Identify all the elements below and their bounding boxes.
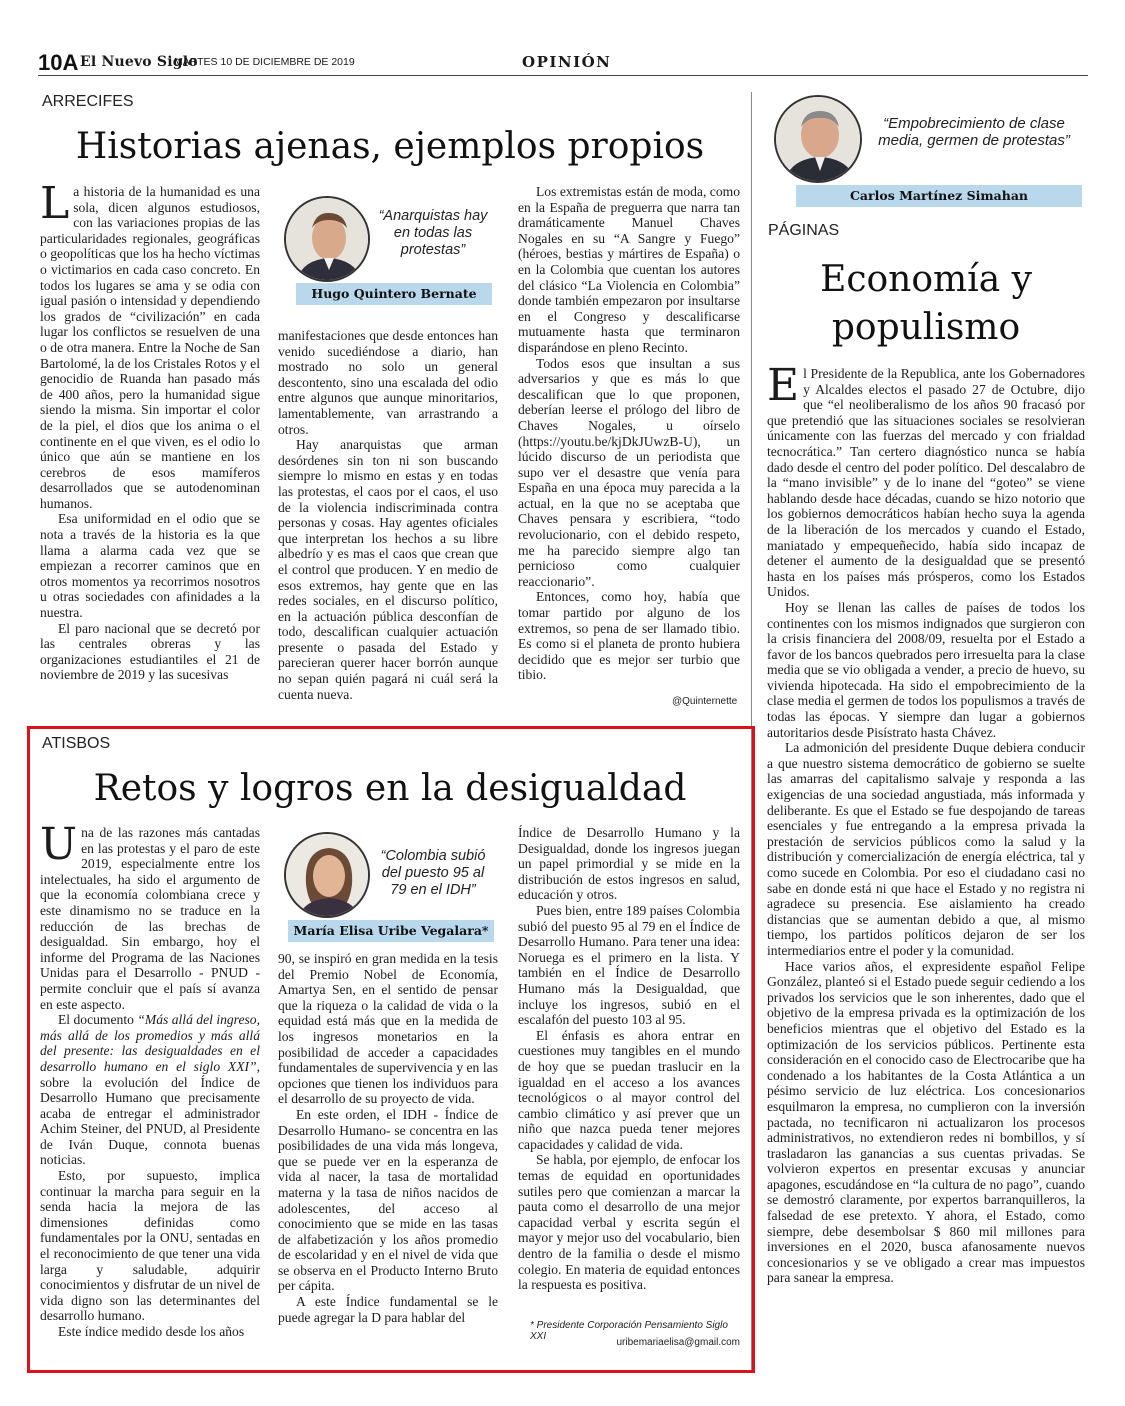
article3-headline: Economía y populismo — [820, 259, 1032, 348]
paragraph: Se habla, por ejemplo, de enfocar los temas de equidad en oportunidades sutiles pero que comienzan a marcar la pauta como el desarrollo de una mejor capacidad verbal y escrita según el mayor y mejor uso del vocabulario, bien dentro de la familia o desde el mismo colegio. En materia de equidad entonces la respuesta es positiva. — [518, 1152, 740, 1293]
article3-body — [767, 366, 1085, 1352]
pull-quote-text: “Anarquistas hay en todas las protestas” — [378, 208, 488, 258]
paragraph: na de las razones más cantadas en las protestas y el paro de este 2019, especialmente entre los intelectuales, ha sido el argumento de que la economía colombiana crece y este dinamismo no se traduce en la reducción de las brechas de desigualdad. Sin embargo, hoy el informe del Programa de las Naciones Unidas para el Desarrollo - PNUD - permite concluir que el país sí avanza en este aspecto. — [40, 825, 260, 1012]
portrait-image — [286, 198, 370, 282]
issue-date: MARTES 10 DE DICIEMBRE DE 2019 — [174, 56, 355, 68]
paragraph: Hace varios años, el expresidente español Felipe González, planteó si el Estado puede seguir cediendo a los privados los servicios que le son inherentes, dado que el objetivo de la empresa privada es la optimización de los beneficios mientras que el objetivo del Estado es la optimización de los servicios públicos. Pertinente esta consideración en el conocido caso de Electrocaribe que ha condenado a los habitantes de la Costa Atlántica a un pésimo servicio de luz eléctrica. Los concesionarios esquilmaron la empresa, no cumplieron con la inversión pactada, no tecnificaron ni actualizaron los procesos administrativos, no extendieron redes ni bombillos, y sí trasladaron las ganancias a sus cuentas privadas. Se volvieron expertos en presentar excusas y anunciar apagones, escudándose en “la cultura de no pago”, cuando se demostró claramente, por expertos barranquilleros, la falsedad de ese pretexto. Y ahora, el Estado, como siempre, debe desembolsar $ 860 mil millones para inversiones en el 2020, busca afanosamente nuevos concesionarios y se ve obligado a crear mas impuestos para sanear la empresa. — [767, 958, 1085, 1286]
paragraph: En este orden, el IDH - Índice de Desarrollo Humano- se concentra en las posibilidades de una vida más longeva, que se puede ver en la esperanza de vida al nacer, la tasa de mortalidad materna y la tasa de niños nacidos de adolescentes, del acceso al conocimiento que se mide en las tasas de alfabetización y los años promedio de escolaridad y en el nivel de vida que se observa en el Producto Interno Bruto per cápita. — [278, 1106, 498, 1294]
portrait-image — [286, 834, 370, 918]
masthead: El Nuevo Siglo — [80, 54, 198, 70]
article1-kicker: ARRECIFES — [42, 93, 134, 110]
paragraph: Los extremistas están de moda, como en la España de preguerra que narra tan dramáticamente Manuel Chaves Nogales en su “A Sangre y Fuego” (héroes, bestias y mártires de España) o en la Colombia que cuentan los autores del clásico “La Violencia en Colombia” donde también empezaron por insultarse en el Congreso y descalificarse mutuamente hasta que terminaron disparándose en pleno Recinto. — [518, 184, 740, 355]
text: El documento — [58, 1012, 138, 1028]
article2-column-3 — [518, 825, 740, 1319]
article2-pull-quote — [278, 826, 496, 944]
page-number: 10A — [38, 50, 79, 75]
dropcap: U — [40, 825, 78, 870]
article2-headline: Retos y logros en la desigualdad — [93, 768, 687, 809]
paragraph: La admonición del presidente Duque debiera conducir a que nuestro sistema democrático de gobierno se suelte las amarras del capitalismo salvaje y responda a las exigencias de una sociedad angustiada, más informada y deliberante. Es que el Estado se fue despojando de tareas esenciales y fue entregando a la empresa privada la prestación de servicios públicos como la salud y la distribución y comercialización de energía eléctrica, tal y como sucede en Colombia. Por eso el ciudadano casi no sabe en donde está ni que hace el Estado y no registra ni agradece su presencia. Ese aislamiento ha creado distancias que se aumentan debido a que, al mismo tiempo, los partidos políticos dejaron de ser los intermediarios entre el poder y la comunidad. — [767, 740, 1085, 958]
author-name: María Elisa Uribe Vegalara* — [288, 920, 494, 942]
paragraph: Entonces, como hoy, había que tomar partido por alguno de los extremos, so pena de ser llamado tibio. Es como si el planeta de pronto hubiera decidido que es mejor ser turbio que tibio. — [518, 589, 740, 683]
page-header — [38, 50, 1088, 76]
article1-column-2 — [278, 328, 498, 712]
report-title: “Más allá del ingreso, más allá de los promedios y más allá del presente: las desigualdades en el desarrollo humano en el siglo XXI” — [40, 1012, 260, 1074]
author-portrait — [284, 196, 370, 282]
portrait-image — [776, 97, 862, 183]
pull-quote-text: “Empobrecimiento de clase media, germen de protestas” — [878, 115, 1070, 149]
paragraph: Hoy se llenan las calles de países de todos los continentes con los mismos indignados que surgieron con la crisis financiera del 2008/09, resuelta por el Estado a favor de los bancos quebrados pero irresuelta para la clase media que se vio obligada a vender, a precio de huevo, su vivienda hipotecada. Ha sido el empobrecimiento de la clase media el germen de todos los populismos a través de todas las épocas. Y siempre dan lugar a gobiernos autoritarios desde Pisístrato hasta Chávez. — [767, 599, 1085, 740]
paragraph: a historia de la humanidad es una sola, dicen algunos estudiosos, con las variaciones propias de las particularidades regionales, geográficas o geopolíticas que los ha hecho víctimas o victimarios en cada caso concreto. En todos los lugares se ama y se odia con igual pasión o intensidad y dependiendo los grados de “civilización” en cada lugar los conflictos se resuelven de una o de otra manera. Entre la Noche de San Bartolomé, la de los Cristales Rotos y el genocidio de Ruanda han pasado más de 400 años, pero la humanidad sigue siendo la misma. Sin importar el color de la piel, el dios que los anima o el continente en el que viven, es el odio lo único que aún se mantiene en los cerebros de esos mamíferos desarrollados que se autodenominan humanos. — [40, 184, 260, 511]
article1-column-3 — [518, 184, 740, 696]
article2-kicker: ATISBOS — [42, 735, 111, 752]
paragraph: Esa uniformidad en el odio que se nota a través de la historia es la que llama a alarma cada vez que se empiezan a recorrer caminos que en otros momentos ya recorrimos nosotros u otras sociedades con afinidades a la nuestra. — [40, 511, 260, 621]
author-handle: @Quinternette — [672, 696, 738, 707]
dropcap: E — [767, 366, 800, 411]
paragraph: Este índice medido desde los años — [58, 1324, 245, 1339]
article1-pull-quote — [278, 188, 496, 308]
paragraph: l Presidente de la Republica, ante los Gobernadores y Alcaldes electos el pasado 27 de Octubre, dijo que “el neoliberalismo de los años 90 fracasó por que pretendió que las situaciones sociales se resolvieran únicamente con las fuerzas del mercado y con frialdad tecnocrática.” Tan certero diagnóstico nunca se había dado desde el centro del poder político. Del descalabro de la “mano invisible” y de lo inane del “goteo” se viene hablando desde hace décadas, cuando se hizo notorio que los gobiernos democráticos habían hecho suya la agenda de la liberación de los mercados y cuando el Estado, maniatado y empequeñecido, había sido incapaz de detener el aumento de la desigualdad que se presentó hasta en los países más prósperos, como los Estados Unidos. — [767, 366, 1085, 600]
author-name: Carlos Martínez Simahan — [796, 185, 1082, 207]
article3-kicker: PÁGINAS — [768, 222, 840, 239]
text: , sobre la evolución del Índice de Desarrollo Humano que precisamente acaba de entregar el administrador Achim Steiner, del PNUD, al Presidente de Iván Duque, connota buenas noticias. — [40, 1058, 260, 1168]
article1-column-1 — [40, 184, 260, 712]
dropcap: L — [40, 184, 70, 229]
paragraph: El paro nacional que se decretó por las centrales obreras y las organizaciones estudiantiles el 21 de noviembre de 2019 y las sucesivas — [40, 620, 260, 683]
paragraph: A este Índice fundamental se le puede agregar la D para hablar del — [278, 1294, 498, 1325]
section-name: OPINIÓN — [522, 53, 612, 71]
paragraph: Pues bien, entre 189 países Colombia subió del puesto 95 al 79 en el Índice de Desarrollo Humano. Para tener una idea: Noruega es el primero en la lista. Y también en el Índice de Desarrollo Humano más la Desigualdad, que incluye los ingresos, subió en el escalafón del puesto 103 al 95. — [518, 902, 740, 1028]
paragraph: El énfasis es ahora entrar en cuestiones muy tangibles en el mundo de hoy que se puedan traslucir en la igualdad en el acceso a los avances tecnológicos o al mayor control del cambio climático y así prever que un niño que nazca pueda tener mejores capacidades y calidad de vida. — [518, 1027, 740, 1152]
paragraph: 90, se inspiró en gran medida en la tesis del Premio Nobel de Economía, Amartya Sen, en el sentido de pensar que la riqueza o la calidad de vida o la equidad está más que en la medida de los ingresos monetarios en la posibilidad de acceder a capacidades fundamentales de supervivencia y en las opciones que tienen los individuos para el desarrollo de su proyecto de vida. — [278, 951, 498, 1107]
pull-quote-text: “Colombia subió del puesto 95 al 79 en el IDH” — [380, 848, 486, 898]
article2-column-2 — [278, 951, 498, 1349]
paragraph: Índice de Desarrollo Humano y la Desigualdad, donde los ingresos juegan un papel primordial y se mide en la distribución de estos ingresos en salud, educación y otros. — [518, 825, 740, 903]
author-email: uribemariaelisa@gmail.com — [616, 1337, 740, 1348]
author-portrait — [774, 95, 862, 183]
author-name: Hugo Quintero Bernate — [296, 283, 492, 305]
paragraph: manifestaciones que desde entonces han venido sucediéndose a diario, han mostrado no solo un general descontento, sino una escalada del odio entre algunos que aunque minoritarios, lamentablemente, van arrastrando a otros. — [278, 328, 498, 437]
article1-headline: Historias ajenas, ejemplos propios — [75, 126, 705, 167]
article3-pull-quote — [768, 93, 1084, 209]
paragraph: Esto, por supuesto, implica continuar la marcha para seguir en la senda hacia la mejora de las dimensiones definidas como fundamentales por la ONU, sentadas en el reconocimiento de que tener una vida larga y saludable, adquirir conocimientos y disfrutar de un nivel de vida digno son las determinantes del desarrollo humano. — [40, 1168, 260, 1324]
paragraph: Hay anarquistas que arman desórdenes sin ton ni son buscando siempre lo mismo en estas y en todas las protestas, el caos por el caos, el uso de la violencia indiscriminada contra personas y cosas. Hay agentes oficiales que interpretan los hechos a su libre albedrío y es mas el caos que crean que el control que producen. Y en medio de esos extremos, hay gente que en las redes sociales, en el discurso político, en la actuación pública desconfían de todo, descalifican cualquier actuación presente o pasada del Estado y parecieran querer hacer borrón aunque no sepan quién pagará ni cuál será la cuenta nueva. — [278, 437, 498, 702]
author-portrait — [284, 832, 370, 918]
paragraph: Todos esos que insultan a sus adversarios y que es más lo que descalifican que lo que proponen, deberían leerse el prólogo del libro de Chaves Nogales, u oírselo (https://youtu.be/kjDkJUwzB-U), un lúcido discurso de un periodista que supo ver el desastre que venía para España en una época muy parecida a la actual, en la que no se aceptaba que Chaves pensara y escribiera, “todo revolucionario, con el debido respeto, me ha parecido siempre algo tan pernicioso como cualquier reaccionario”. — [518, 355, 740, 589]
article2-column-1 — [40, 825, 260, 1350]
footnote: * Presidente Corporación Pensamiento Siglo XXI — [530, 1320, 728, 1342]
